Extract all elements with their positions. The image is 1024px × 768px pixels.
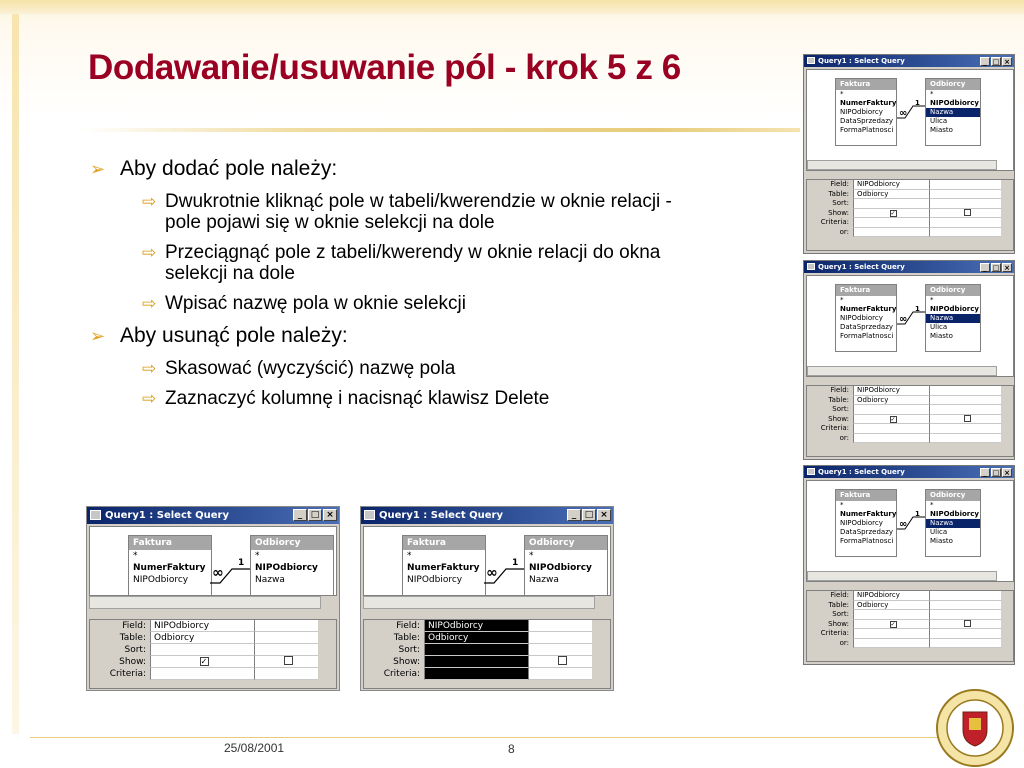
show-checkbox[interactable] (964, 415, 971, 422)
footer-rule (30, 737, 990, 738)
design-grid (806, 179, 1014, 251)
sub-bullet (142, 388, 672, 409)
relations-pane (806, 275, 1014, 377)
grid-label: or: (839, 433, 849, 442)
sub-arrow-icon: ⇨ (142, 294, 157, 313)
grid-cell[interactable] (853, 610, 929, 620)
table-header: Faktura (836, 490, 896, 501)
grid-cell[interactable] (254, 620, 318, 632)
grid-cell[interactable] (853, 209, 929, 219)
rel-many-label: ∞ (899, 108, 908, 119)
rel-one-label: 1 (915, 510, 920, 518)
minimize-button[interactable]: _ (980, 468, 990, 477)
left-decor-bar (12, 14, 19, 734)
sub-arrow-icon: ⇨ (142, 192, 157, 211)
grid-label: Show: (393, 657, 420, 667)
grid-cell[interactable] (929, 396, 1001, 406)
grid-show-cell (150, 656, 254, 668)
field-item[interactable]: NumerFaktury (840, 99, 897, 107)
grid-show-cell (254, 656, 318, 668)
rel-one-label: 1 (915, 99, 920, 107)
grid-label: Table: (828, 189, 849, 198)
table-header: Odbiorcy (251, 536, 333, 550)
window-title: Query1 : Select Query (105, 510, 230, 521)
show-checkbox[interactable]: ✓ (200, 657, 208, 666)
grid-cell[interactable] (929, 209, 1001, 219)
bullet-arrow-icon: ➢ (90, 159, 106, 179)
minimize-button[interactable]: _ (980, 57, 990, 66)
grid-cell[interactable] (853, 629, 929, 639)
grid-label: Sort: (832, 405, 849, 413)
grid-cell[interactable] (929, 218, 1001, 228)
query-window-2 (360, 506, 614, 691)
grid-cell[interactable] (853, 405, 929, 415)
grid-label: Show: (828, 208, 849, 217)
close-button[interactable]: × (1002, 468, 1012, 477)
grid-cell[interactable]: NIPOdbiorcy (853, 591, 929, 601)
minimize-button[interactable]: _ (980, 263, 990, 272)
grid-label: Table: (828, 395, 849, 404)
sub-bullet-text: Dwukrotnie kliknąć pole w tabeli/kwerendzie w oknie relacji - pole pojawi się w oknie selekcji na dole (165, 191, 672, 233)
field-item[interactable]: NIPOdbiorcy (840, 108, 883, 116)
rel-one-label: 1 (512, 558, 519, 568)
grid-table-cell[interactable]: Odbiorcy (150, 632, 254, 644)
field-item[interactable]: NIPOdbiorcy (930, 305, 979, 313)
minimize-button[interactable]: _ (567, 509, 581, 521)
grid-criteria-cell[interactable] (424, 668, 528, 680)
table-header: Faktura (403, 536, 485, 550)
field-item[interactable]: NIPOdbiorcy (133, 575, 189, 585)
table-header: Faktura (836, 285, 896, 296)
window-title: Query1 : Select Query (818, 57, 905, 65)
grid-cell[interactable] (254, 644, 318, 656)
grid-label: Show: (828, 414, 849, 423)
window-title: Query1 : Select Query (379, 510, 504, 521)
field-item[interactable]: Miasto (930, 537, 953, 545)
grid-show-cell[interactable] (424, 656, 528, 668)
design-grid (806, 590, 1014, 662)
show-checkbox[interactable]: ✓ (890, 415, 896, 423)
grid-cell[interactable] (254, 668, 318, 680)
design-grid (806, 385, 1014, 457)
horizontal-scrollbar[interactable] (807, 366, 997, 376)
maximize-button[interactable]: □ (308, 509, 322, 521)
field-item[interactable]: NumerFaktury (407, 563, 480, 573)
rel-many-label: ∞ (899, 314, 908, 325)
grid-label: Sort: (832, 610, 849, 618)
field-item[interactable]: * (840, 501, 844, 509)
sub-bullet (142, 293, 672, 314)
query-icon (807, 468, 815, 475)
table-header: Faktura (129, 536, 211, 550)
grid-label: Criteria: (820, 424, 849, 432)
design-grid (89, 619, 337, 689)
grid-label: Criteria: (383, 669, 420, 679)
grid-label: Field: (830, 180, 849, 188)
grid-label: Table: (119, 633, 146, 643)
field-item[interactable]: NumerFaktury (133, 563, 206, 573)
bullet-text: Aby dodać pole należy: (120, 157, 338, 180)
grid-field-cell[interactable]: NIPOdbiorcy (424, 620, 528, 632)
grid-cell[interactable]: NIPOdbiorcy (853, 180, 929, 190)
query-window-small (803, 54, 1015, 254)
field-item[interactable]: Ulica (930, 323, 948, 331)
grid-cell[interactable] (853, 620, 929, 630)
table-odbiorcy[interactable] (925, 78, 981, 146)
grid-cell[interactable]: Odbiorcy (853, 396, 929, 406)
rel-many-label: ∞ (212, 565, 224, 581)
grid-sort-cell[interactable] (424, 644, 528, 656)
grid-cell[interactable] (853, 424, 929, 434)
rel-many-label: ∞ (486, 565, 498, 581)
field-item[interactable]: NumerFaktury (840, 305, 897, 313)
grid-table-cell[interactable]: Odbiorcy (424, 632, 528, 644)
table-faktura[interactable] (402, 535, 486, 596)
grid-label: Criteria: (109, 669, 146, 679)
window-title: Query1 : Select Query (818, 263, 905, 271)
field-item[interactable]: DataSprzedazy (840, 528, 894, 536)
bullet-remove (88, 323, 688, 349)
field-item[interactable]: FormaPlatnosci (840, 332, 894, 340)
bullet-list (88, 156, 688, 418)
grid-show-cell (528, 656, 592, 668)
window-titlebar[interactable] (804, 261, 1014, 273)
table-odbiorcy[interactable] (524, 535, 608, 596)
horizontal-scrollbar[interactable] (363, 596, 595, 609)
bullet-add (88, 156, 688, 182)
field-item[interactable]: NIPOdbiorcy (407, 575, 463, 585)
sub-arrow-icon: ⇨ (142, 359, 157, 378)
grid-label: or: (839, 638, 849, 647)
field-item[interactable]: FormaPlatnosci (840, 537, 894, 545)
sub-bullet-text: Skasować (wyczyścić) nazwę pola (165, 358, 456, 379)
relations-pane (806, 480, 1014, 582)
grid-sort-cell[interactable] (150, 644, 254, 656)
bullet-text: Aby usunąć pole należy: (120, 324, 348, 347)
field-item[interactable]: DataSprzedazy (840, 117, 894, 125)
field-item[interactable]: * (930, 296, 934, 304)
grid-cell[interactable] (929, 386, 1001, 396)
field-item[interactable]: * (930, 501, 934, 509)
window-titlebar[interactable] (804, 466, 1014, 478)
table-faktura[interactable] (835, 78, 897, 146)
grid-cell[interactable] (929, 610, 1001, 620)
grid-cell[interactable] (929, 434, 1001, 444)
maximize-button[interactable]: □ (582, 509, 596, 521)
grid-label: Criteria: (820, 629, 849, 637)
grid-cell[interactable] (853, 228, 929, 238)
sub-bullet (142, 242, 672, 284)
field-item[interactable]: * (840, 296, 844, 304)
grid-cell[interactable] (853, 415, 929, 425)
grid-cell[interactable] (853, 218, 929, 228)
relations-pane (806, 69, 1014, 171)
show-checkbox[interactable] (284, 656, 293, 665)
query-icon (364, 510, 375, 520)
grid-label: or: (839, 227, 849, 236)
table-faktura[interactable] (128, 535, 212, 596)
grid-cell[interactable]: Odbiorcy (853, 190, 929, 200)
query-icon (807, 57, 815, 64)
field-item[interactable]: * (930, 90, 934, 98)
maximize-button[interactable]: □ (992, 469, 1000, 477)
rel-one-label: 1 (238, 558, 245, 568)
grid-cell[interactable] (929, 424, 1001, 434)
slide-title: Dodawanie/usuwanie pól - krok 5 z 6 (88, 48, 681, 87)
field-item[interactable]: Nazwa (926, 519, 980, 528)
title-underline (80, 128, 800, 132)
field-item[interactable]: NIPOdbiorcy (529, 563, 592, 573)
table-header: Odbiorcy (926, 285, 980, 296)
field-item[interactable]: Nazwa (926, 108, 980, 117)
field-item[interactable]: DataSprzedazy (840, 323, 894, 331)
grid-field-cell[interactable]: NIPOdbiorcy (150, 620, 254, 632)
field-item[interactable]: Miasto (930, 126, 953, 134)
field-item[interactable]: * (255, 551, 260, 561)
query-window-1 (86, 506, 340, 691)
grid-label: Show: (119, 657, 146, 667)
horizontal-scrollbar[interactable] (807, 571, 997, 581)
close-button[interactable]: × (1002, 57, 1012, 66)
grid-cell[interactable] (528, 620, 592, 632)
window-titlebar[interactable] (361, 507, 613, 524)
show-checkbox[interactable] (964, 620, 971, 627)
show-checkbox[interactable]: ✓ (890, 209, 896, 217)
sub-bullet (142, 358, 672, 379)
field-item[interactable]: NIPOdbiorcy (840, 314, 883, 322)
query-window-small (803, 465, 1015, 665)
field-item[interactable]: NIPOdbiorcy (930, 99, 979, 107)
field-item[interactable]: * (407, 551, 412, 561)
grid-label: Field: (396, 621, 420, 631)
table-faktura[interactable] (835, 284, 897, 352)
field-item[interactable]: NIPOdbiorcy (840, 519, 883, 527)
relations-pane (89, 526, 337, 596)
grid-cell[interactable] (929, 591, 1001, 601)
field-item[interactable]: FormaPlatnosci (840, 126, 894, 134)
grid-label: Table: (393, 633, 420, 643)
grid-label: Sort: (832, 199, 849, 207)
field-item[interactable]: NIPOdbiorcy (930, 510, 979, 518)
grid-cell[interactable] (929, 180, 1001, 190)
table-header: Odbiorcy (525, 536, 607, 550)
horizontal-scrollbar[interactable] (89, 596, 321, 609)
grid-cell[interactable] (528, 668, 592, 680)
grid-label: Field: (122, 621, 146, 631)
field-item[interactable]: Nazwa (926, 314, 980, 323)
field-item[interactable]: Nazwa (255, 575, 285, 585)
bullet-arrow-icon: ➢ (90, 326, 106, 346)
grid-cell[interactable] (929, 405, 1001, 415)
sub-bullet-text: Wpisać nazwę pola w oknie selekcji (165, 293, 466, 314)
window-title: Query1 : Select Query (818, 468, 905, 476)
table-faktura[interactable] (835, 489, 897, 557)
grid-cell[interactable]: NIPOdbiorcy (853, 386, 929, 396)
table-odbiorcy[interactable] (250, 535, 334, 596)
query-icon (90, 510, 101, 520)
sub-bullet-text: Przeciągnąć pole z tabeli/kwerendy w oknie relacji do okna selekcji na dole (165, 242, 661, 284)
grid-cell[interactable] (853, 199, 929, 209)
sub-bullet-text: Zaznaczyć kolumnę i nacisnąć klawisz Delete (165, 388, 550, 409)
close-button[interactable]: × (597, 509, 611, 521)
sub-arrow-icon: ⇨ (142, 389, 157, 408)
maximize-button[interactable]: □ (992, 58, 1000, 66)
grid-label: Criteria: (820, 218, 849, 226)
window-titlebar[interactable] (804, 55, 1014, 67)
top-decor-band (0, 0, 1024, 14)
grid-label: Table: (828, 600, 849, 609)
close-button[interactable]: × (323, 509, 337, 521)
sub-arrow-icon: ⇨ (142, 243, 157, 262)
grid-cell[interactable] (929, 415, 1001, 425)
grid-label: Show: (828, 619, 849, 628)
grid-cell[interactable] (853, 434, 929, 444)
grid-cell[interactable] (528, 632, 592, 644)
footer-date: 25/08/2001 (224, 741, 285, 755)
show-checkbox[interactable] (964, 209, 971, 216)
grid-criteria-cell[interactable] (150, 668, 254, 680)
show-checkbox[interactable]: ✓ (890, 620, 896, 628)
grid-cell[interactable] (929, 639, 1001, 649)
grid-cell[interactable]: Odbiorcy (853, 601, 929, 611)
design-grid (363, 619, 611, 689)
field-item[interactable]: NumerFaktury (840, 510, 897, 518)
table-header: Odbiorcy (926, 490, 980, 501)
field-item[interactable]: Nazwa (529, 575, 559, 585)
field-item[interactable]: * (133, 551, 138, 561)
grid-cell[interactable] (528, 644, 592, 656)
grid-label: Field: (830, 386, 849, 394)
school-seal-logo (930, 684, 1016, 768)
query-icon (807, 263, 815, 270)
minimize-button[interactable]: _ (293, 509, 307, 521)
show-checkbox[interactable] (558, 656, 567, 665)
sub-bullet (142, 191, 672, 233)
query-window-small (803, 260, 1015, 460)
close-button[interactable]: × (1002, 263, 1012, 272)
grid-label: Sort: (398, 645, 420, 655)
rel-one-label: 1 (915, 305, 920, 313)
grid-label: Sort: (124, 645, 146, 655)
field-item[interactable]: Ulica (930, 117, 948, 125)
grid-cell[interactable] (929, 190, 1001, 200)
grid-cell[interactable] (254, 632, 318, 644)
field-item[interactable]: * (840, 90, 844, 98)
horizontal-scrollbar[interactable] (807, 160, 997, 170)
page-number: 8 (508, 742, 515, 756)
table-header: Faktura (836, 79, 896, 90)
field-item[interactable]: * (529, 551, 534, 561)
grid-cell[interactable] (929, 228, 1001, 238)
grid-cell[interactable] (853, 639, 929, 649)
table-header: Odbiorcy (926, 79, 980, 90)
grid-cell[interactable] (929, 199, 1001, 209)
grid-label: Field: (830, 591, 849, 599)
field-item[interactable]: Miasto (930, 332, 953, 340)
field-item[interactable]: Ulica (930, 528, 948, 536)
table-odbiorcy[interactable] (925, 489, 981, 557)
rel-many-label: ∞ (899, 519, 908, 530)
maximize-button[interactable]: □ (992, 264, 1000, 272)
relations-pane (363, 526, 611, 596)
grid-cell[interactable] (929, 629, 1001, 639)
window-titlebar[interactable] (87, 507, 339, 524)
field-item[interactable]: NIPOdbiorcy (255, 563, 318, 573)
grid-cell[interactable] (929, 601, 1001, 611)
grid-cell[interactable] (929, 620, 1001, 630)
table-odbiorcy[interactable] (925, 284, 981, 352)
